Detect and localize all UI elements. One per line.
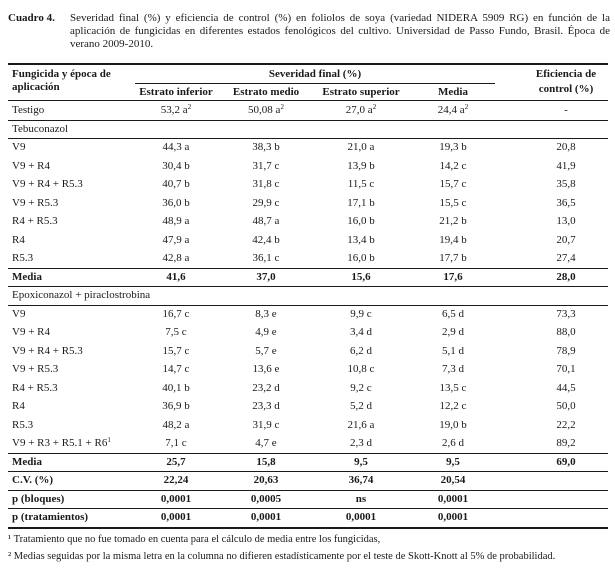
table-row-value: 7,5 c xyxy=(165,326,187,338)
table-row-value: 15,7 c xyxy=(439,178,467,190)
table-row-value: 17,7 b xyxy=(439,252,467,264)
table-row-value: 38,3 b xyxy=(252,141,280,153)
table-row-value: 40,1 b xyxy=(162,381,190,394)
table-top-rule xyxy=(8,63,608,65)
table-row-value: 14,7 c xyxy=(162,363,190,375)
testigo-row-value: 50,08 $a^2$ xyxy=(248,103,284,116)
rule-line xyxy=(8,305,608,306)
table-row-value: 2,3 d xyxy=(350,437,372,449)
testigo-row-value: 24,4 $a^2$ xyxy=(437,103,469,116)
table-row-value: 4,7 e xyxy=(255,437,277,449)
media-row-value: 17,6 xyxy=(443,270,463,283)
stats-row-label: C.V. (%) xyxy=(12,474,54,486)
table-row-value: 73,3 xyxy=(556,307,576,320)
testigo-row-value: 53,2 $a^2$ xyxy=(160,103,192,116)
table-row-value: 44,5 xyxy=(556,381,576,394)
header-sub-1: Estrato medio xyxy=(232,86,300,98)
stats-row-label: p (tratamientos) xyxy=(12,511,89,523)
media-row-value: 15,6 xyxy=(351,270,371,283)
table-row-value: 21,2 b xyxy=(439,215,467,227)
table-row-value: 48,2 a xyxy=(162,418,190,431)
table-row-value: 4,9 e xyxy=(255,326,277,338)
table-row-value: 42,8 a xyxy=(162,252,190,264)
testigo-row-label: Testigo xyxy=(12,104,45,116)
table-row-value: 19,0 b xyxy=(439,418,467,431)
table-row-value: 42,4 b xyxy=(252,233,280,246)
media-row-label: Media xyxy=(12,455,42,468)
stats-row-value: 0,0001 xyxy=(437,492,469,505)
table-row-label: R4 + R5.3 xyxy=(12,381,58,394)
table-row-label: R5.3 xyxy=(12,252,34,264)
stats-row-label: p (bloques) xyxy=(12,492,65,505)
table-row-value: 13,5 c xyxy=(439,381,467,394)
header-bottom-rule xyxy=(8,100,608,101)
table-row-value: 36,9 b xyxy=(162,400,190,412)
table-row-value: 23,2 d xyxy=(252,381,280,394)
table-row-value: 13,6 e xyxy=(252,363,280,375)
table-row-value: 16,0 b xyxy=(347,215,375,227)
table-row-value: 36,5 xyxy=(556,196,576,209)
media-row-value: 69,0 xyxy=(556,455,576,468)
group-name: Epoxiconazol + piraclostrobina xyxy=(12,289,151,301)
table-row-value: 31,8 c xyxy=(252,178,280,190)
table-row-value: 70,1 xyxy=(556,363,576,375)
table-row-label: R4 xyxy=(12,233,25,246)
rule-line xyxy=(8,508,608,509)
table-row-value: 3,4 d xyxy=(350,326,372,338)
table-row-value: 41,9 xyxy=(556,159,576,172)
table-row-value: 16,0 b xyxy=(347,252,375,264)
rule-line xyxy=(8,268,608,269)
table-row-value: 19,4 b xyxy=(439,233,467,246)
stats-row-value: 0,0001 xyxy=(437,511,469,523)
table-row-value: 2,6 d xyxy=(442,437,464,449)
header-sub-3: Media xyxy=(438,86,468,98)
table-row-label: V9 xyxy=(12,307,26,320)
table-row-value: 9,2 c xyxy=(350,381,372,394)
table-row-label: $V9 + R3 + R5.1 + R6^1$ xyxy=(12,436,111,449)
caption-label: Cuadro 4. xyxy=(8,12,55,24)
table-row-value: 40,7 b xyxy=(162,178,190,190)
table-row-label: V9 + R5.3 xyxy=(12,363,59,375)
table-row-value: 89,2 xyxy=(556,437,576,449)
table-row-value: 13,0 xyxy=(556,215,576,227)
stats-row-value: 0,0001 xyxy=(250,511,282,523)
table-row-value: 27,4 xyxy=(556,252,576,264)
caption-text: Severidad final (%) y eficiencia de control (%) en foliolos de soya (variedad NIDERA 5909 RG) en función de la aplicación de fungicidas en diferentes estados fenológicos del cultivo. Universidad de Passo Fundo, Brasil. Época de verano 2009-2010. xyxy=(70,12,610,50)
table-row-value: 13,4 b xyxy=(347,233,375,246)
table-row-value: 5,1 d xyxy=(442,344,464,357)
table-row-value: 31,9 c xyxy=(252,418,280,431)
table-row-value: 36,1 c xyxy=(252,252,280,264)
media-row-value: 37,0 xyxy=(256,270,276,283)
table-row-value: 6,5 d xyxy=(442,307,464,320)
stats-row-value: 0,0001 xyxy=(160,492,192,505)
table-row-value: 7,1 c xyxy=(165,437,187,449)
stats-row-value: 0,0005 xyxy=(250,492,282,505)
header-sub-0: Estrato inferior xyxy=(139,86,213,98)
header-efficiency: Eficiencia de xyxy=(535,68,597,80)
table-row-value: 44,3 a xyxy=(162,141,190,153)
group-header-rule xyxy=(135,83,495,84)
table-row-value: 11,5 c xyxy=(347,178,375,190)
table-row-value: 88,0 xyxy=(556,326,576,338)
footnote-2: ² Medias seguidas por la misma letra en la columna no difieren estadísticamente por el teste de Skott-Knott al 5% de probabilidad. xyxy=(8,551,556,562)
header-efficiency-line2: control (%) xyxy=(538,83,594,95)
table-row-label: R4 xyxy=(12,400,25,412)
media-row-value: 15,8 xyxy=(256,455,276,468)
header-col1-line2: aplicación xyxy=(12,81,60,93)
stats-row-value: 0,0001 xyxy=(345,511,377,523)
table-row-label: V9 + R4 + R5.3 xyxy=(12,178,83,190)
table-row-value: 30,4 b xyxy=(162,159,190,172)
rule-line xyxy=(8,453,608,454)
table-row-value: 10,8 c xyxy=(347,363,375,375)
table-row-value: 21,6 a xyxy=(347,418,375,431)
rule-line xyxy=(8,120,608,121)
table-row-value: 17,1 b xyxy=(347,196,375,209)
table-row-label: V9 + R4 xyxy=(12,326,50,338)
stats-row-value: 22,24 xyxy=(163,474,189,486)
table-row-value: 15,5 c xyxy=(439,196,467,209)
rule-line xyxy=(8,286,608,287)
table-row-value: 35,8 xyxy=(556,178,576,190)
table-row-label: V9 xyxy=(12,141,26,153)
rule-line xyxy=(8,138,608,139)
table-row-value: 13,9 b xyxy=(347,159,375,172)
table-row-value: 29,9 c xyxy=(252,196,280,209)
table-row-value: 48,9 a xyxy=(162,215,190,227)
table-row-value: 23,3 d xyxy=(252,400,280,412)
table-row-label: V9 + R4 + R5.3 xyxy=(12,344,83,357)
table-row-value: 7,3 d xyxy=(442,363,464,375)
testigo-row-value: - xyxy=(564,104,568,116)
table-row-value: 12,2 c xyxy=(439,400,467,412)
table-row-label: R5.3 xyxy=(12,418,34,431)
header-sub-2: Estrato superior xyxy=(322,86,400,98)
media-row-value: 25,7 xyxy=(166,455,186,468)
stats-row-value: 0,0001 xyxy=(160,511,192,523)
table-row-value: 78,9 xyxy=(556,344,576,357)
rule-line xyxy=(8,490,608,491)
media-row-label: Media xyxy=(12,270,42,283)
table-row-value: 6,2 d xyxy=(350,344,372,357)
table-row-value: 22,2 xyxy=(556,418,576,431)
table-row-value: 16,7 c xyxy=(162,307,190,320)
table-row-value: 20,7 xyxy=(556,233,576,246)
header-severity-group: Severidad final (%) xyxy=(268,68,362,80)
stats-row-value: 36,74 xyxy=(348,474,374,486)
table-row-value: 20,8 xyxy=(556,141,576,153)
media-row-value: 9,5 xyxy=(354,455,368,468)
table-row-value: 47,9 a xyxy=(162,233,190,246)
footnote-1: ¹ Tratamiento que no fue tomado en cuenta para el cálculo de media entre los fungicidas, xyxy=(8,534,381,545)
table-row-label: R4 + R5.3 xyxy=(12,215,58,227)
media-row-value: 28,0 xyxy=(556,270,576,283)
media-row-value: 9,5 xyxy=(446,455,460,468)
stats-row-value: ns xyxy=(355,492,367,505)
header-col1: Fungicida y época de xyxy=(12,68,111,80)
table-row-value: 9,9 c xyxy=(350,307,372,320)
table-row-value: 19,3 b xyxy=(439,141,467,153)
table-row-value: 14,2 c xyxy=(439,159,467,172)
rule-line xyxy=(8,471,608,472)
testigo-row-value: 27,0 $a^2$ xyxy=(345,103,377,116)
table-bottom-rule xyxy=(8,527,608,529)
table-row-value: 5,2 d xyxy=(350,400,372,412)
table-row-value: 2,9 d xyxy=(442,326,464,338)
table-row-value: 48,7 a xyxy=(252,215,280,227)
table-row-value: 50,0 xyxy=(556,400,576,412)
stats-row-value: 20,63 xyxy=(253,474,279,486)
table-row-value: 31,7 c xyxy=(252,159,280,172)
group-name: Tebuconazol xyxy=(12,122,69,135)
media-row-value: 41,6 xyxy=(166,270,186,283)
table-row-value: 5,7 e xyxy=(255,344,277,357)
stats-row-value: 20,54 xyxy=(440,474,466,486)
table-row-value: 21,0 a xyxy=(347,141,375,153)
table-row-label: V9 + R5.3 xyxy=(12,196,59,209)
table-row-value: 8,3 e xyxy=(255,307,277,320)
table-row-value: 36,0 b xyxy=(162,196,190,209)
table-row-value: 15,7 c xyxy=(162,344,190,357)
table-row-label: V9 + R4 xyxy=(12,159,50,172)
